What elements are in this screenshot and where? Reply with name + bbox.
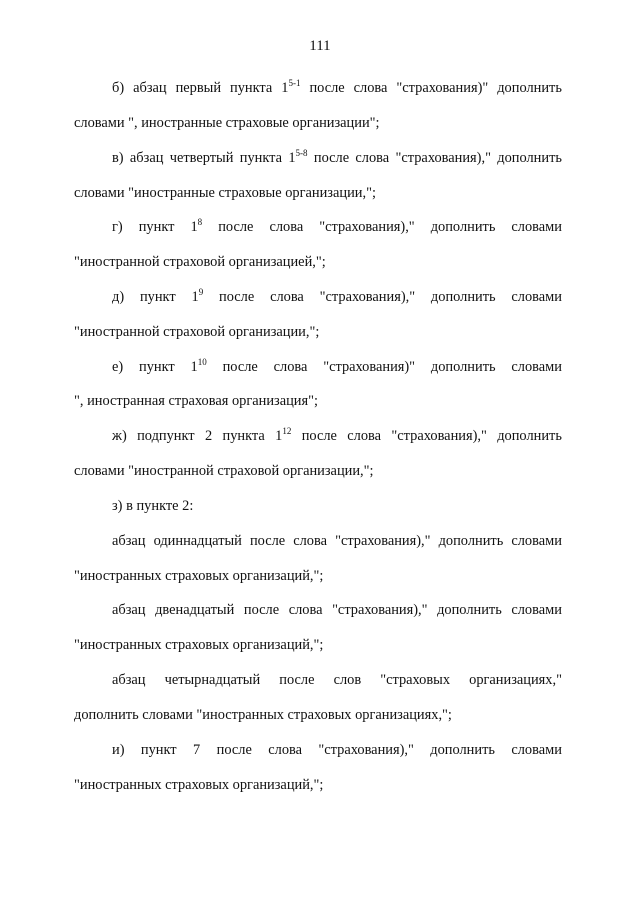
page-number: 111 [309, 38, 331, 54]
paragraph-12-line-1: абзац двенадцатый после слова "страхования)," дополнить словами [112, 602, 562, 618]
paragraph-b-line-2: словами ", иностранные страховые организации"; [74, 115, 380, 131]
paragraph-14-line-1: абзац четырнадцатый после слов "страховых организациях," [112, 672, 562, 688]
paragraph-12-line-2: "иностранных страховых организаций,"; [74, 637, 324, 653]
paragraph-zh-line-2: словами "иностранной страховой организации,"; [74, 463, 374, 479]
paragraph-i-line-1: и) пункт 7 после слова "страхования)," дополнить словами [112, 742, 562, 758]
paragraph-i-line-2: "иностранных страховых организаций,"; [74, 777, 324, 793]
paragraph-d-line-1: д) пункт $1^9$ после слова "страхования)," дополнить словами [112, 287, 562, 305]
paragraph-11-line-1: абзац одиннадцатый после слова "страхования)," дополнить словами [112, 533, 562, 549]
paragraph-b-line-1: б) абзац первый пункта 1$^{5-1}$ после слова "страхования)" дополнить [112, 78, 562, 96]
paragraph-14-line-2: дополнить словами "иностранных страховых организациях,"; [74, 707, 452, 723]
paragraph-z-heading: з) в пункте 2: [112, 498, 194, 514]
paragraph-e-line-1: е) пункт $1^{10}$ после слова "страхования)" дополнить словами [112, 357, 562, 375]
paragraph-d-line-2: "иностранной страховой организации,"; [74, 324, 320, 340]
paragraph-e-line-2: ", иностранная страховая организация"; [74, 393, 319, 409]
paragraph-g-line-2: "иностранной страховой организацией,"; [74, 254, 326, 270]
paragraph-g-line-1: г) пункт $1^8$ после слова "страхования)," дополнить словами [112, 217, 562, 235]
paragraph-zh-line-1: ж) подпункт 2 пункта $1^{12}$ после слова "страхования)," дополнить [112, 426, 562, 444]
paragraph-v-line-2: словами "иностранные страховые организации,"; [74, 185, 376, 201]
paragraph-11-line-2: "иностранных страховых организаций,"; [74, 568, 324, 584]
paragraph-v-line-1: в) абзац четвертый пункта 1$^{5-8}$ после слова "страхования)," дополнить [112, 148, 562, 166]
